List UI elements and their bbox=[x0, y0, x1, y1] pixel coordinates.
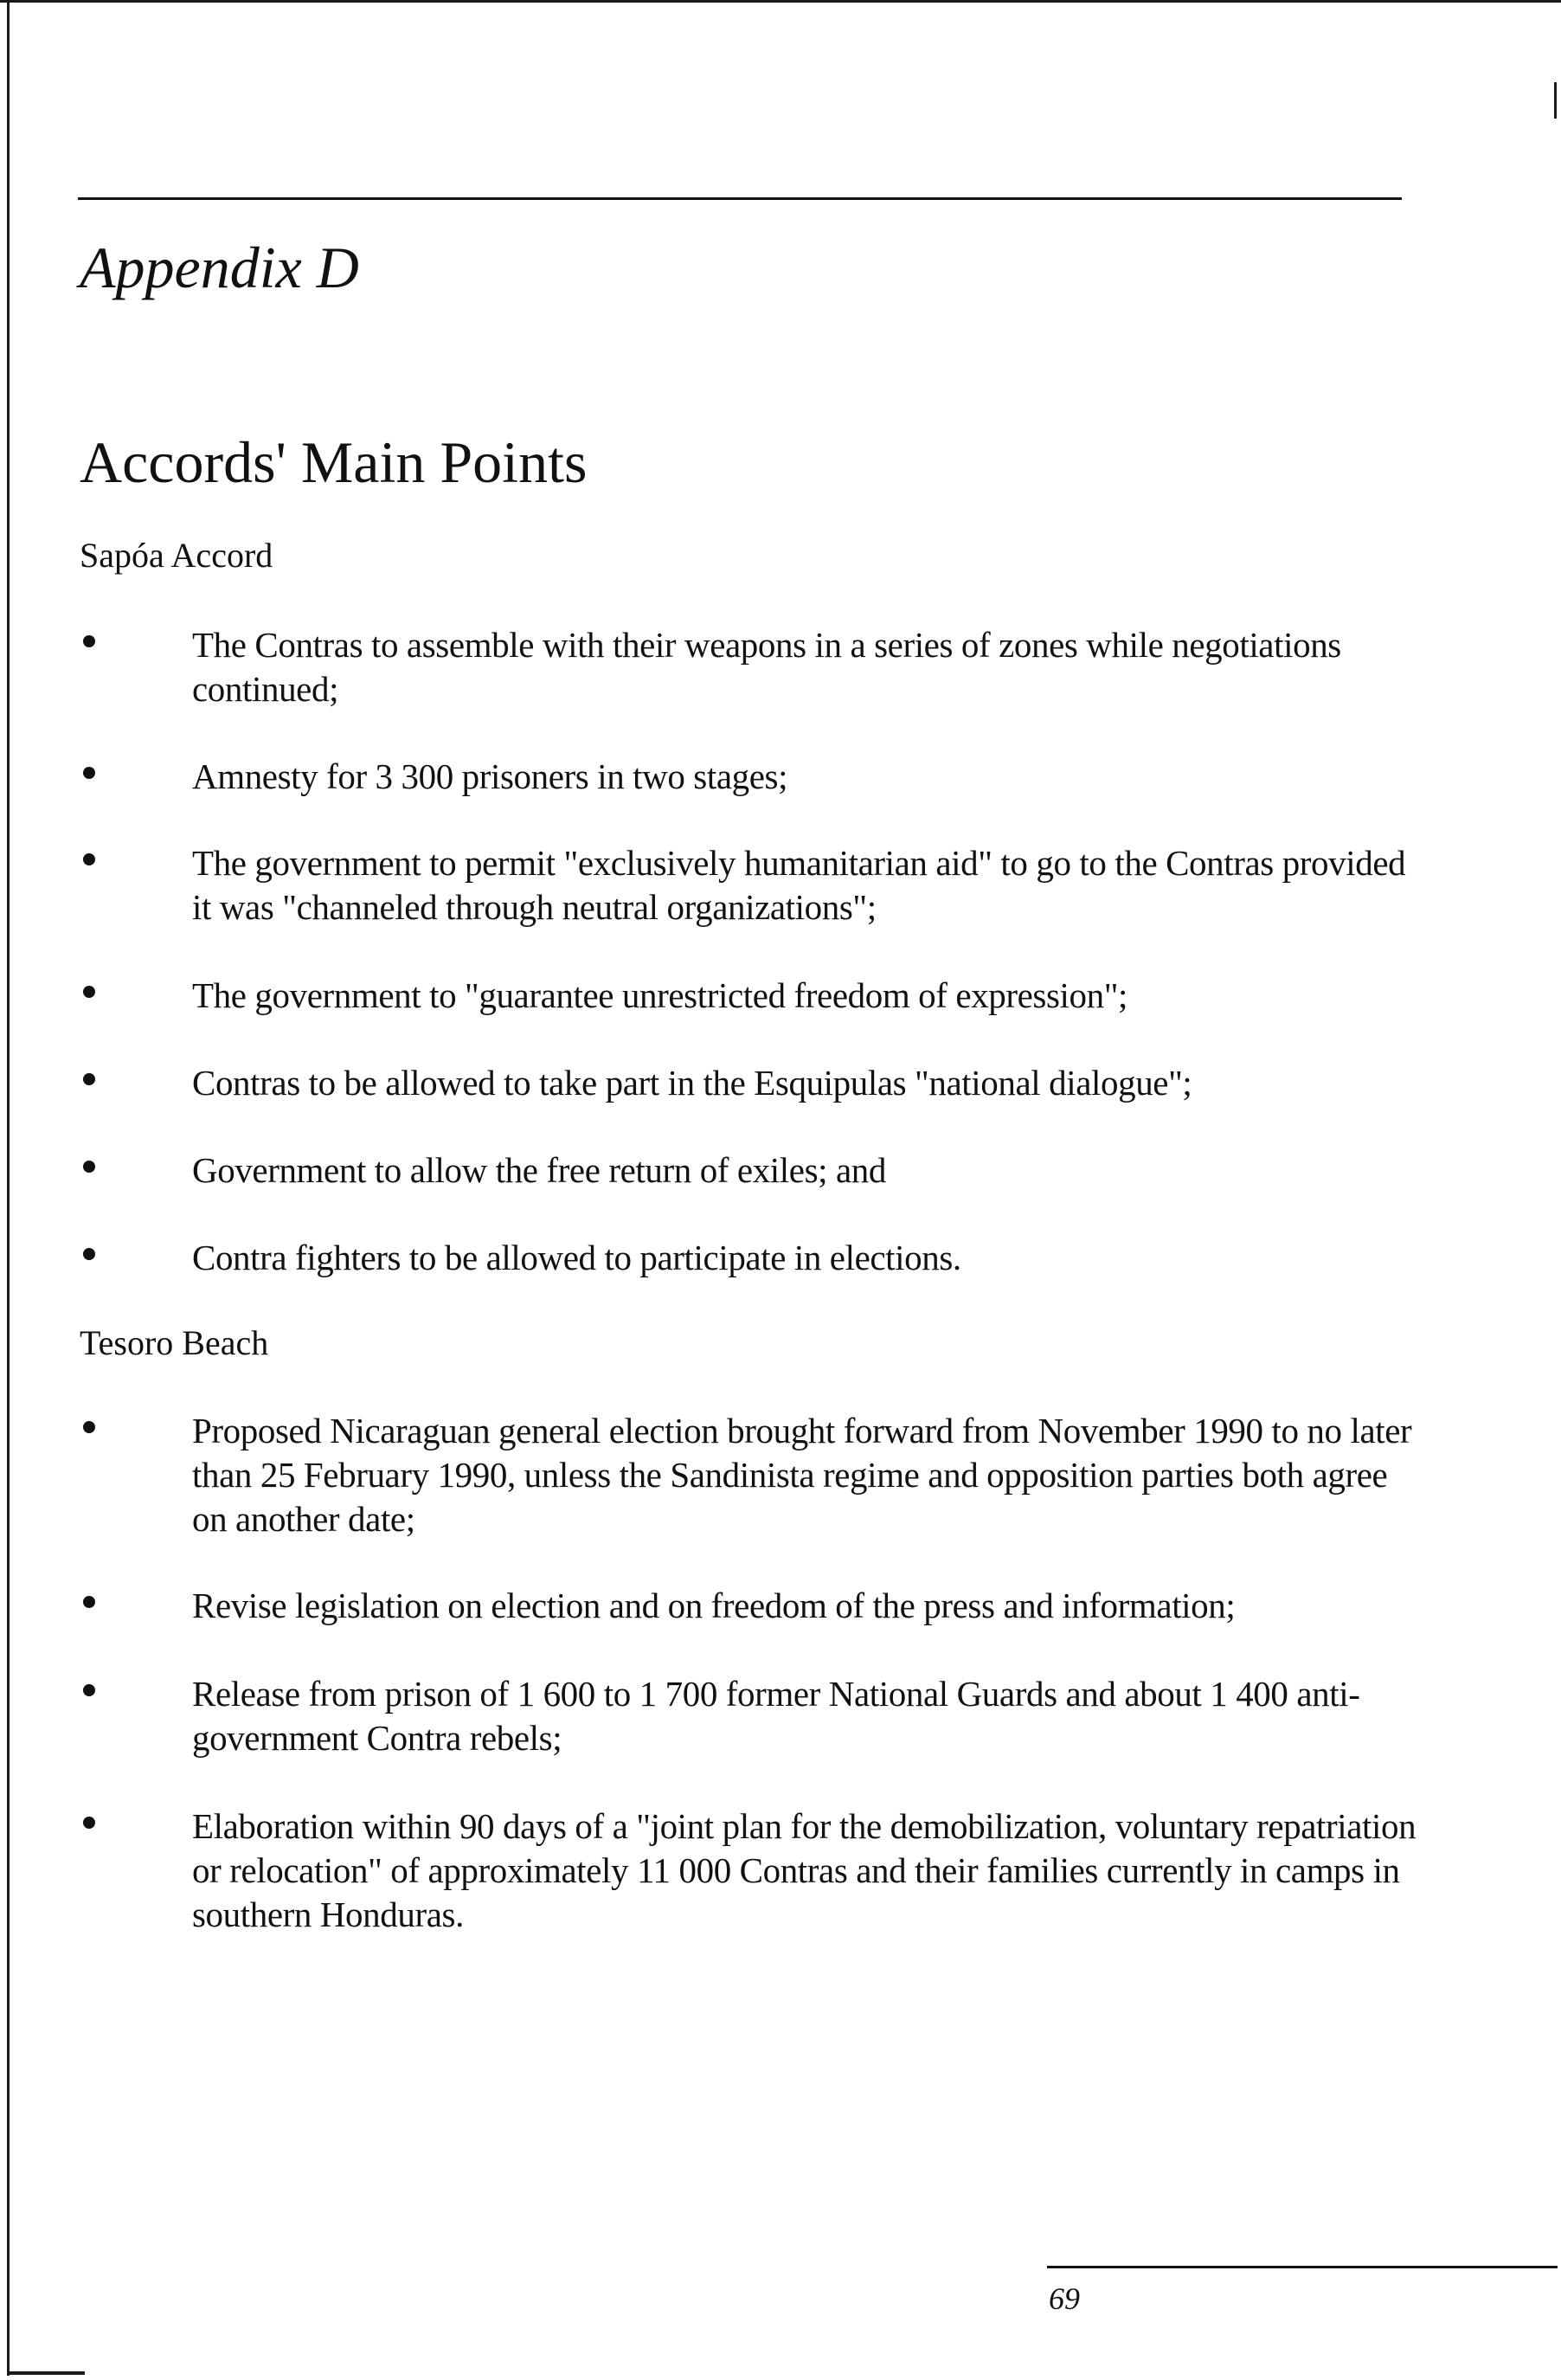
section-heading-sapoa-accord: Sapóa Accord bbox=[80, 536, 273, 575]
list-item-text: Contra fighters to be allowed to participate in elections. bbox=[192, 1238, 961, 1277]
header-rule bbox=[78, 197, 1402, 200]
bullet-icon bbox=[83, 1073, 95, 1085]
footer-rule bbox=[1047, 2266, 1558, 2268]
list-item-text: The government to permit "exclusively humanitarian aid" to go to the Contras provided it was "channeled through neutral organizations"; bbox=[192, 843, 1406, 927]
bullet-icon bbox=[83, 1161, 95, 1173]
scan-edge-right-mark bbox=[1554, 82, 1557, 119]
list-item-text: Revise legislation on election and on freedom of the press and information; bbox=[192, 1586, 1236, 1625]
bullet-icon bbox=[83, 1817, 95, 1829]
bullet-icon bbox=[83, 635, 95, 647]
page-title: Accords' Main Points bbox=[80, 429, 588, 495]
scan-edge-bottom bbox=[7, 2371, 85, 2375]
list-item-text: The Contras to assemble with their weapons in a series of zones while negotiations continued; bbox=[192, 625, 1341, 709]
bullet-icon bbox=[83, 853, 95, 865]
list-item-text: Government to allow the free return of exiles; and bbox=[192, 1150, 886, 1190]
appendix-label: Appendix D bbox=[80, 235, 359, 300]
list-item-text: Proposed Nicaraguan general election brought forward from November 1990 to no later than 25 February 1990, unless the Sandinista regime and opposition parties both agree on another date; bbox=[192, 1411, 1412, 1539]
section-heading-tesoro-beach: Tesoro Beach bbox=[80, 1323, 269, 1362]
bullet-icon bbox=[83, 1248, 95, 1260]
bullet-icon bbox=[83, 1596, 95, 1608]
list-item-text: Elaboration within 90 days of a "joint plan for the demobilization, voluntary repatriation or relocation" of approximately 11 000 Contras and their families currently in camps in southern Honduras. bbox=[192, 1806, 1416, 1934]
bullet-icon bbox=[83, 767, 95, 779]
list-item-text: Contras to be allowed to take part in the Esquipulas "national dialogue"; bbox=[192, 1063, 1192, 1103]
bullet-icon bbox=[83, 986, 95, 998]
list-item-text: Amnesty for 3 300 prisoners in two stages; bbox=[192, 756, 788, 796]
bullet-icon bbox=[83, 1684, 95, 1696]
list-item-text: Release from prison of 1 600 to 1 700 former National Guards and about 1 400 anti-government Contra rebels; bbox=[192, 1674, 1360, 1758]
bullet-icon bbox=[83, 1421, 95, 1433]
scan-edge-top bbox=[0, 0, 1561, 3]
page-number: 69 bbox=[1049, 2281, 1080, 2316]
scan-edge-left bbox=[7, 0, 10, 2376]
list-item-text: The government to "guarantee unrestricted freedom of expression"; bbox=[192, 975, 1128, 1015]
